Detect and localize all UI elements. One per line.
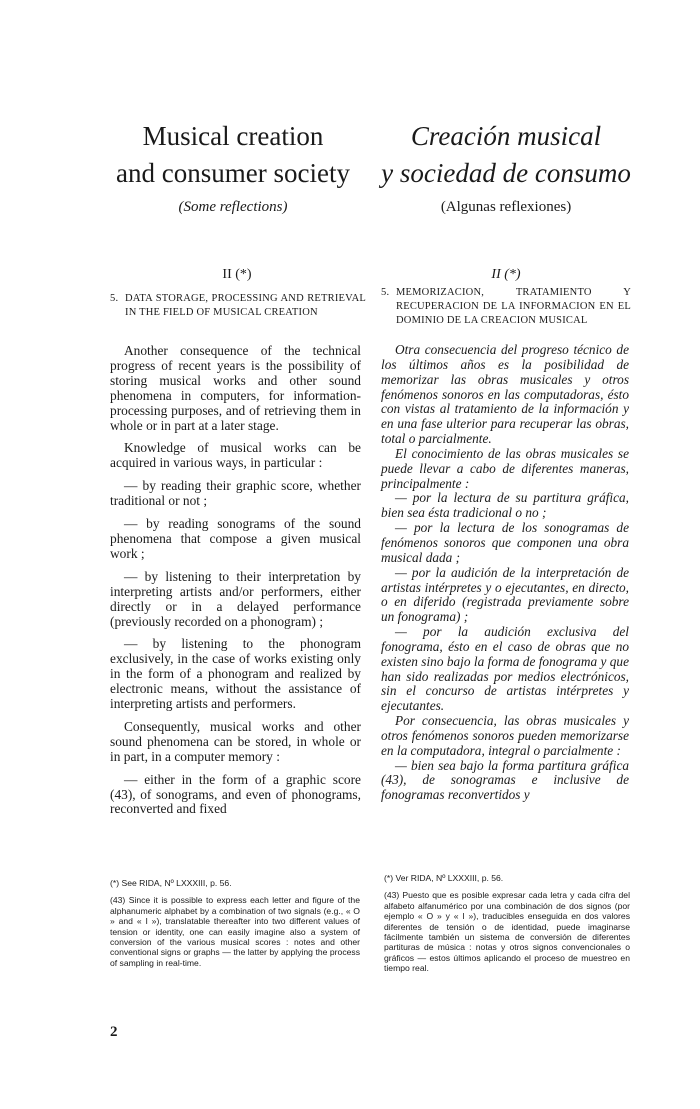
paragraph: El conocimiento de las obras musicales se puede llevar a cabo de diferentes maneras, principalmente : bbox=[381, 445, 629, 491]
title-spanish-line2: y sociedad de consumo bbox=[381, 158, 631, 188]
title-spanish bbox=[378, 118, 634, 192]
section-number: 5. bbox=[110, 293, 119, 304]
part-number-spanish: II (*) bbox=[491, 267, 521, 282]
section-number: 5. bbox=[381, 287, 390, 298]
title-english-line1: Musical creation bbox=[142, 121, 324, 151]
part-number-english: II (*) bbox=[222, 267, 252, 282]
footnotes-spanish bbox=[384, 873, 630, 981]
body-spanish bbox=[381, 343, 629, 803]
paragraph: — bien sea bajo la forma partitura gráfica (43), de sonogramas e inclusive de fonogramas reconvertidos y bbox=[381, 757, 629, 803]
title-english-line2: and consumer society bbox=[116, 158, 350, 188]
paragraph: Another consequence of the technical progress of recent years is the possibility of storing musical works and other sound phenomena in computers, for information-processing purposes, and of retrieving them in whole or in part at a later stage. bbox=[110, 343, 361, 433]
paragraph: — either in the form of a graphic score (43), of sonograms, and even of phonograms, reconverted and fixed bbox=[110, 771, 361, 817]
section-heading-spanish bbox=[381, 286, 631, 328]
subtitle-english: (Some reflections) bbox=[178, 199, 288, 215]
footnote: (43) Puesto que es posible expresar cada letra y cada cifra del alfabeto alfanumérico por una combinación de dos signos (por ejemplo « O » y « I »), traducibles enseguida en dos valores diferentes de tensión o de identidad, puede imaginarse fácilmente también un sistema de conversión de diferentes partituras de música : notas y otros signos convencionales o gráficos — estos últimos aplicando el proceso de muestreo en tiempo real. bbox=[384, 890, 630, 974]
page-number: 2 bbox=[110, 1024, 118, 1040]
title-spanish-line1: Creación musical bbox=[410, 121, 602, 151]
section-heading-english bbox=[110, 292, 366, 320]
body-english bbox=[110, 344, 361, 825]
paragraph: — por la lectura de los sonogramas de fenómenos sonoros que componen una obra musical dada ; bbox=[381, 520, 629, 565]
paragraph: — por la lectura de su partitura gráfica, bien sea ésta tradicional o no ; bbox=[381, 490, 629, 521]
paragraph: — by reading sonograms of the sound phenomena that compose a given musical work ; bbox=[110, 516, 361, 561]
paragraph: — by reading their graphic score, whether traditional or not ; bbox=[110, 478, 361, 509]
paragraph: Knowledge of musical works can be acquired in various ways, in particular : bbox=[110, 440, 361, 471]
title-english bbox=[100, 118, 366, 192]
footnotes-english bbox=[110, 878, 360, 975]
paragraph: Por consecuencia, las obras musicales y otros fenómenos sonoros pueden memorizarse en la computadora, integral o parcialmente : bbox=[381, 713, 629, 758]
section-heading-text: MEMORIZACION, TRATAMIENTO Y RECUPERACION DE LA INFORMACION EN EL DOMINIO DE LA CREACION MUSICAL bbox=[396, 287, 631, 326]
section-heading-text: DATA STORAGE, PROCESSING AND RETRIEVAL IN THE FIELD OF MUSICAL CREATION bbox=[125, 293, 366, 318]
paragraph: — por la audición exclusiva del fonograma, ésto en el caso de obras que no existen sino bajo la forma de fonograma y que han sido realizadas por medios electrónicos, sin el concurso de artistas intérpretes y ejecutantes. bbox=[381, 624, 629, 714]
paragraph: — by listening to their interpretation by interpreting artists and/or performers, either directly or in a delayed performance (previously recorded on a phonogram) ; bbox=[110, 568, 361, 629]
footnote: (*) Ver RIDA, Nº LXXXIII, p. 56. bbox=[384, 873, 504, 883]
paragraph: — by listening to the phonogram exclusively, in the case of works existing only in the form of a phonogram and realized by electronic means, without the assistance of interpreting artists and performers. bbox=[110, 636, 361, 712]
footnote: (43) Since it is possible to express each letter and figure of the alphanumeric alphabet by a combination of two signals (e.g., « O » and « I »), translatable thereafter into two different values of tension or identity, one can easily imagine also a system of conversion of the various musical scores : notes and other conventional signs or graphs — the latter by applying the process of sampling in real-time. bbox=[110, 895, 360, 968]
paragraph: Otra consecuencia del progreso técnico de los últimos años es la posibilidad de memorizar las obras musicales y otros fenómenos sonoros en las computadoras, ésto con vistas al tratamiento de la información y en una fase ulterior para recuperar las obras, total o parcialmente. bbox=[381, 342, 629, 447]
paragraph: Consequently, musical works and other sound phenomena can be stored, in whole or in part, in a computer memory : bbox=[110, 718, 361, 764]
subtitle-spanish: (Algunas reflexiones) bbox=[440, 199, 572, 215]
footnote: (*) See RIDA, Nº LXXXIII, p. 56. bbox=[110, 878, 232, 888]
paragraph: — por la audición de la interpretación de artistas intérpretes y o ejecutantes, en directo, o en diferido (registrada previamente sobre un fonograma) ; bbox=[381, 564, 629, 625]
